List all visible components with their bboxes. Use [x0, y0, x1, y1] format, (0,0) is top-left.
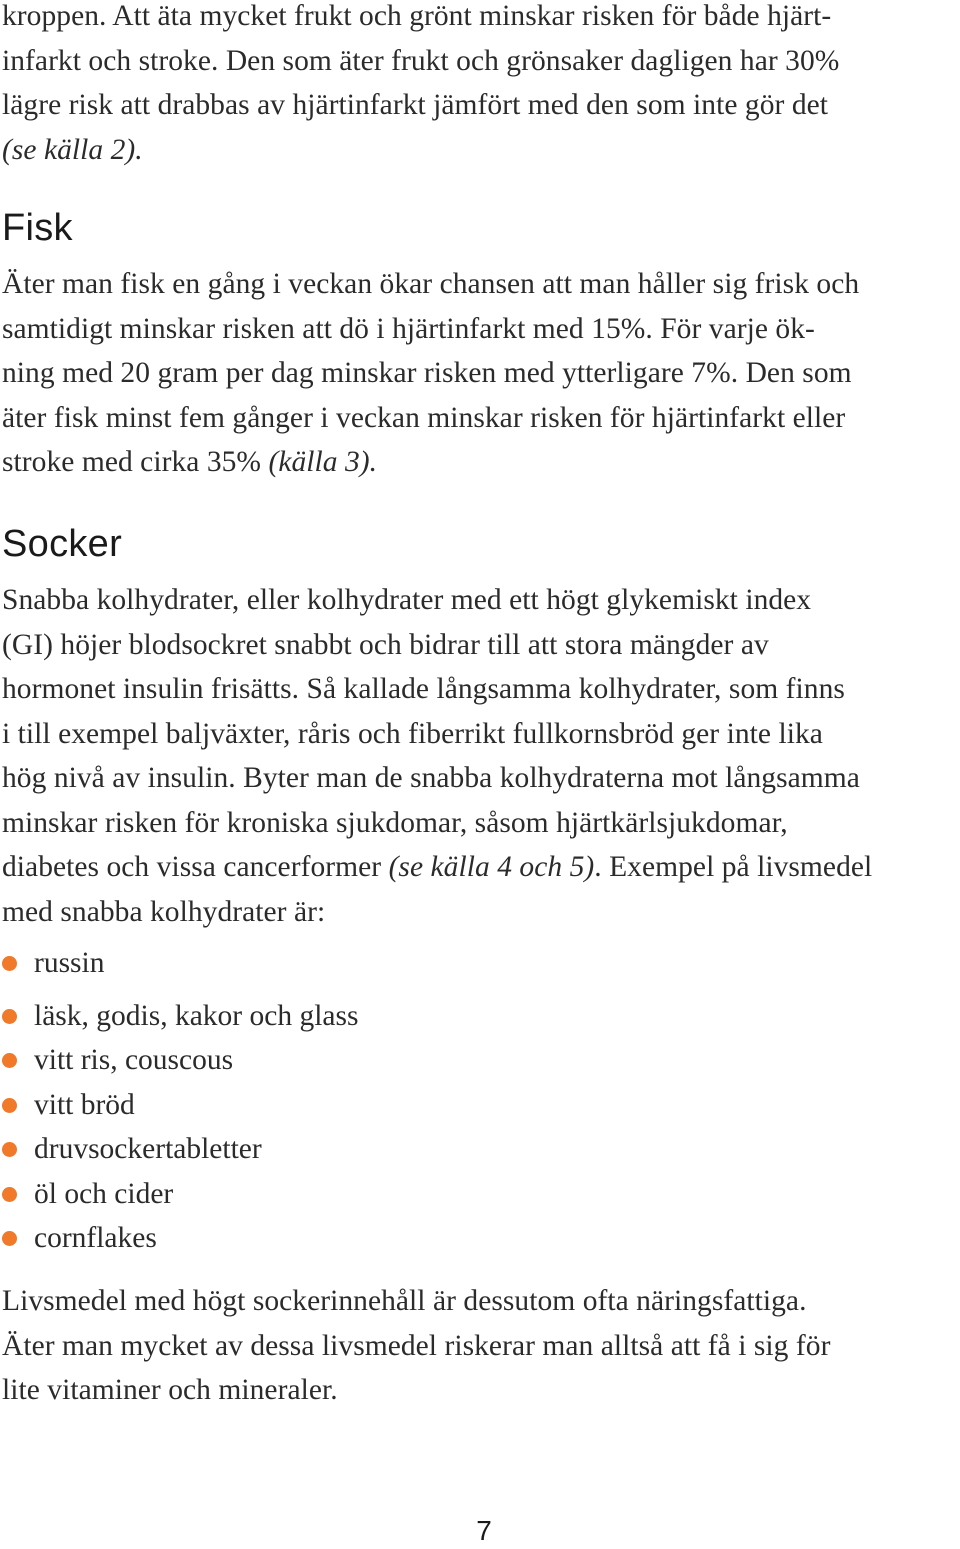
intro-paragraph: [2, 0, 957, 172]
socker-line-8: med snabba kolhydrater är:: [2, 895, 326, 928]
socker-line-6: minskar risken för kroniska sjukdomar, såsom hjärtkärlsjukdomar,: [2, 806, 788, 839]
intro-line-4: [2, 128, 957, 173]
list-item-text: vitt ris, couscous: [34, 1044, 234, 1076]
list-item-text: vitt bröd: [34, 1089, 135, 1121]
bullet-dot-icon: [2, 956, 17, 971]
page-number: 7: [476, 1515, 492, 1546]
fisk-line-5: [2, 440, 957, 485]
closing-paragraph: [2, 1279, 957, 1413]
fisk-line-3: ning med 20 gram per dag minskar risken med ytterligare 7%. Den som: [2, 357, 852, 389]
section-heading-socker: Socker: [2, 523, 123, 565]
bullet-dot-icon: [2, 1231, 17, 1246]
section-heading-fisk: Fisk: [2, 207, 73, 249]
socker-line-1: Snabba kolhydrater, eller kolhydrater med ett högt glykemiskt index: [2, 584, 812, 616]
closing-line-2: Äter man mycket av dessa livsmedel riskerar man alltså att få i sig för: [2, 1329, 831, 1362]
closing-line-3: lite vitaminer och mineraler.: [2, 1374, 338, 1406]
list-item-text: cornflakes: [34, 1222, 157, 1254]
bullet-dot-icon: [2, 1098, 17, 1113]
closing-line-1: Livsmedel med högt sockerinnehåll är dessutom ofta näringsfattiga.: [2, 1285, 807, 1317]
socker-line-7-text: diabetes och vissa cancerformer: [2, 851, 389, 883]
socker-line-2: (GI) höjer blodsockret snabbt och bidrar till att stora mängder av: [2, 628, 769, 661]
fisk-line-2: samtidigt minskar risken att dö i hjärtinfarkt med 15%. För varje ök-: [2, 312, 815, 345]
socker-paragraph: [2, 578, 957, 934]
list-item-text: läsk, godis, kakor och glass: [34, 1000, 359, 1032]
socker-line-7-tail: . Exempel på livsmedel: [594, 851, 873, 883]
fisk-paragraph: [2, 262, 957, 485]
intro-line-1: kroppen. Att äta mycket frukt och grönt minskar risken för både hjärt-: [2, 0, 832, 32]
list-item-text: öl och cider: [34, 1178, 174, 1210]
socker-line-4: i till exempel baljväxter, råris och fiberrikt fullkornsbröd ger inte lika: [2, 717, 823, 750]
intro-line-2: infarkt och stroke. Den som äter frukt och grönsaker dagligen har 30%: [2, 44, 840, 77]
list-item-text: russin: [34, 947, 105, 979]
socker-line-3: hormonet insulin frisätts. Så kallade långsamma kolhydrater, som finns: [2, 673, 845, 705]
socker-line-7: [2, 845, 957, 890]
fisk-line-5-text: stroke med cirka 35%: [2, 446, 269, 478]
bullet-dot-icon: [2, 1142, 17, 1157]
list-item-text: druvsockertabletter: [34, 1133, 262, 1165]
fisk-source-reference: (källa 3).: [268, 446, 378, 478]
intro-source-reference: (se källa 2).: [2, 133, 143, 166]
socker-line-5: hög nivå av insulin. Byter man de snabba kolhydraterna mot långsamma: [2, 762, 860, 794]
fisk-line-1: Äter man fisk en gång i veckan ökar chansen att man håller sig frisk och: [2, 268, 860, 300]
intro-line-3: lägre risk att drabbas av hjärtinfarkt jämfört med den som inte gör det: [2, 89, 829, 121]
bullet-dot-icon: [2, 1187, 17, 1202]
socker-source-reference: (se källa 4 och 5): [388, 851, 595, 883]
fisk-line-4: äter fisk minst fem gånger i veckan minskar risken för hjärtinfarkt eller: [2, 401, 846, 434]
bullet-dot-icon: [2, 1009, 17, 1024]
bullet-dot-icon: [2, 1053, 17, 1068]
